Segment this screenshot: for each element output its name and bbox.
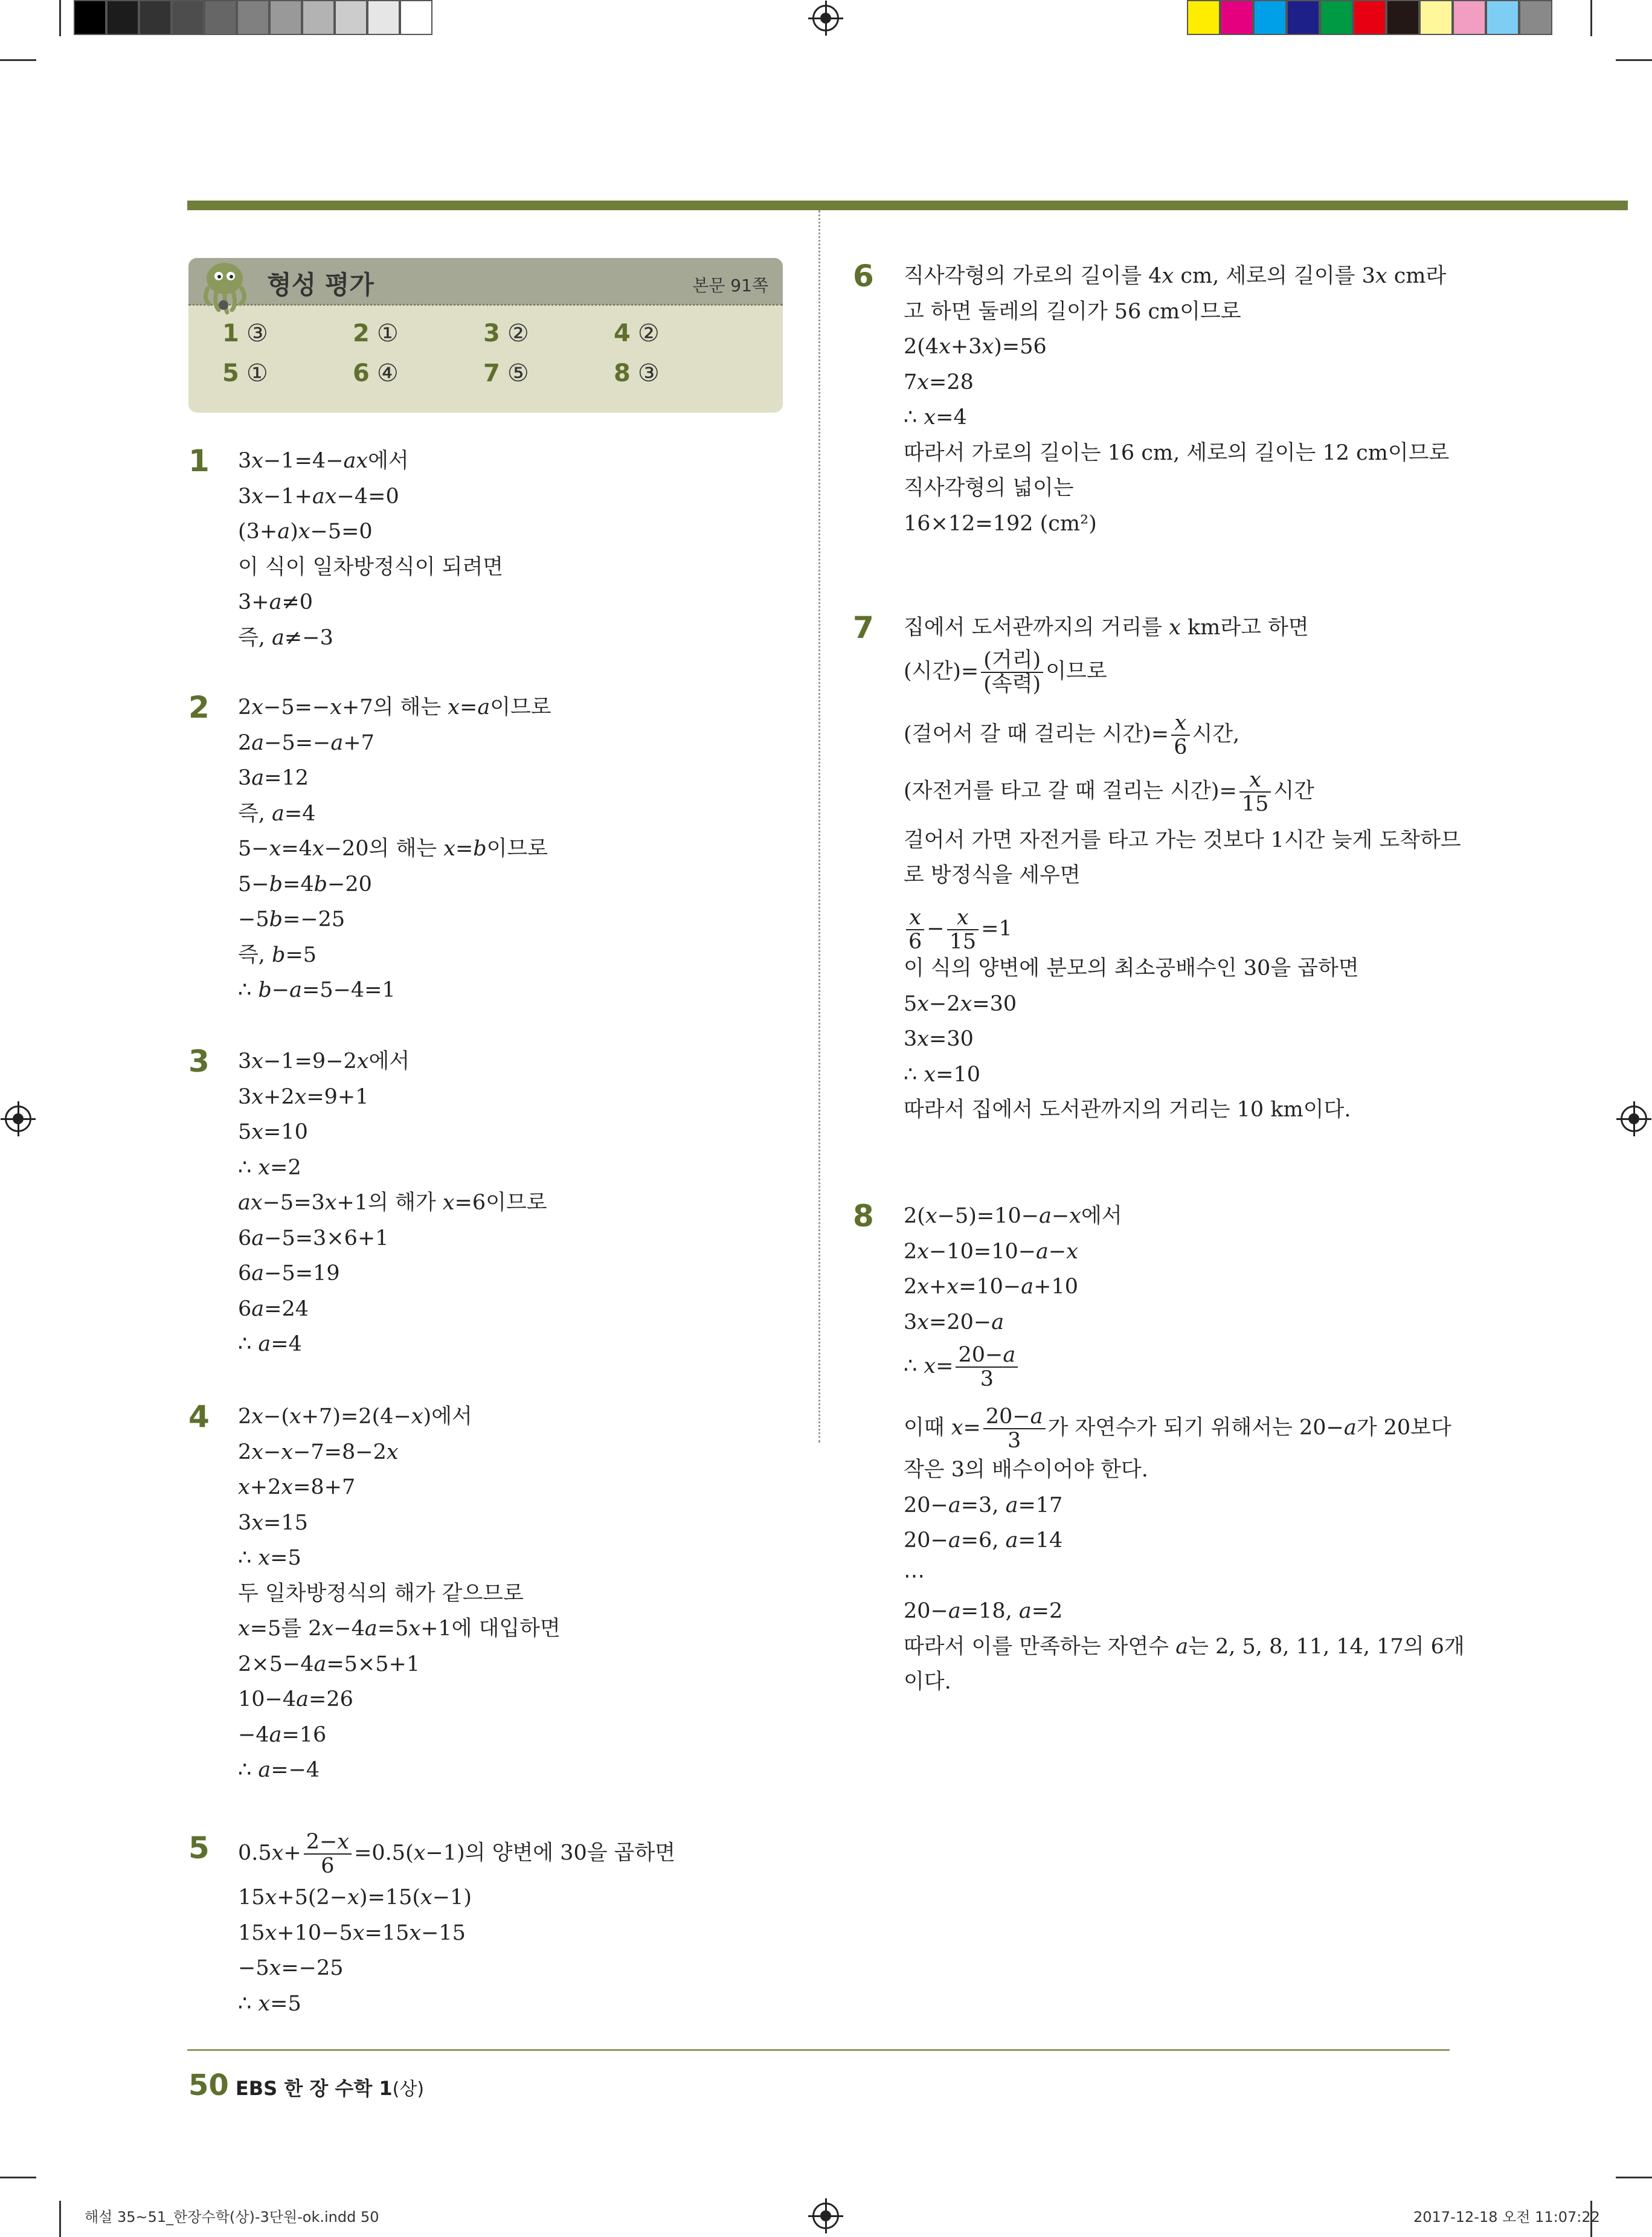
gray-swatch: [302, 0, 335, 35]
text: (시간)=: [904, 659, 979, 684]
answer-number: 7: [483, 359, 500, 387]
solution-line: 2𝑥−(𝑥+7)=2(4−𝑥)에서: [238, 1405, 472, 1429]
answer-choice: ⑤: [507, 359, 529, 387]
text: 시간: [1273, 779, 1314, 803]
print-date: 2017-12-18 오전 11:07:22: [1413, 2209, 1600, 2226]
solution-line: 두 일차방정식의 해가 같으므로: [238, 1581, 524, 1606]
text-line: 로 방정식을 세우면: [904, 863, 1081, 887]
crop-mark: [1616, 2177, 1652, 2178]
solution-line: ∴ 𝑥=5: [238, 1991, 301, 2016]
solution-line: −5𝑏=−25: [238, 907, 346, 932]
crop-mark: [1590, 0, 1592, 36]
formula-line: [904, 712, 1239, 759]
problem-number: 2: [188, 690, 210, 725]
text-line: 걸어서 가면 자전거를 타고 가는 것보다 1시간 늦게 도착하므: [904, 828, 1461, 852]
gray-swatch: [335, 0, 367, 35]
crop-mark: [0, 2177, 36, 2178]
answer-choice: ①: [246, 359, 268, 387]
solution-line: 이 식의 양변에 분모의 최소공배수인 30을 곱하면: [904, 956, 1359, 980]
book-volume: (상): [392, 2079, 425, 2100]
answer-choice: ③: [637, 359, 660, 387]
solution-line: 5𝑥−2𝑥=30: [904, 991, 1017, 1016]
color-swatch: [1419, 0, 1453, 35]
solution-line: 16×12=192 (cm²): [904, 511, 1097, 536]
solution-line: 즉, 𝑏=5: [238, 942, 317, 967]
numerator: 20−𝑎: [983, 1405, 1046, 1429]
solution-line: 20−𝑎=18, 𝑎=2: [904, 1599, 1063, 1623]
equation-line: [904, 1344, 1020, 1391]
solution-line: −4𝑎=16: [238, 1722, 327, 1747]
numerator: 20−𝑎: [956, 1344, 1018, 1368]
solution-line: (3+𝑎)𝑥−5=0: [238, 520, 373, 544]
fraction: [981, 649, 1043, 696]
denominator: 15: [949, 930, 977, 954]
text: 시간,: [1192, 722, 1240, 747]
registration-mark-icon: [812, 2203, 839, 2229]
numerator: 2−𝑥: [304, 1830, 352, 1855]
solution-line: 2𝑥+𝑥=10−𝑎+10: [904, 1275, 1078, 1299]
gray-swatch: [400, 0, 432, 35]
text: ∴ 𝑥=: [904, 1354, 954, 1379]
color-swatch: [1287, 0, 1320, 35]
text: −: [927, 916, 945, 941]
answer-key-box: [188, 258, 783, 413]
gray-swatch: [139, 0, 172, 35]
problem-number: 1: [188, 443, 210, 478]
formula-line: [904, 1405, 1451, 1452]
problem-number: 5: [188, 1830, 210, 1865]
color-swatch: [1320, 0, 1353, 35]
answer-number: 8: [614, 359, 631, 387]
equation-line: [904, 906, 1012, 953]
crop-mark: [59, 2201, 61, 2237]
solution-line: ⋯: [904, 1563, 925, 1588]
answer-choice: ②: [637, 320, 660, 347]
solution-line: 3𝑥−1=4−𝑎𝑥에서: [238, 449, 409, 473]
answer-number: 3: [483, 320, 500, 347]
denominator: 6: [321, 1854, 335, 1878]
answer-item: [614, 320, 660, 347]
numerator: 𝑥: [906, 906, 924, 930]
color-swatch: [1353, 0, 1386, 35]
answer-number: 6: [353, 359, 370, 387]
fraction: [956, 1344, 1018, 1391]
solution-line: 5−𝑏=4𝑏−20: [238, 872, 372, 896]
divider: [188, 304, 783, 306]
denominator: 6: [908, 930, 922, 954]
fraction: [983, 1405, 1046, 1452]
fraction: [304, 1830, 352, 1878]
solution-line: 2(4𝑥+3𝑥)=56: [904, 335, 1047, 359]
problem-number: 3: [188, 1044, 210, 1079]
numerator: 𝑥: [1171, 712, 1189, 736]
solution-line: 2×5−4𝑎=5×5+1: [238, 1652, 420, 1676]
solution-line: 𝑎𝑥−5=3𝑥+1의 해가 𝑥=6이므로: [238, 1191, 547, 1215]
solution-line: 6𝑎−5=19: [238, 1261, 340, 1286]
color-swatch: [1386, 0, 1419, 35]
answer-item: [614, 359, 660, 387]
solution-line: 15𝑥+5(2−𝑥)=15(𝑥−1): [238, 1885, 472, 1910]
solution-line: 5𝑥=10: [238, 1120, 308, 1144]
footer-rule: [187, 2049, 1450, 2051]
crop-mark: [59, 0, 61, 36]
solution-line: 3𝑥=30: [904, 1027, 974, 1051]
text: 0.5𝑥+: [238, 1841, 301, 1865]
formula-line: [904, 649, 1107, 696]
text: =1: [981, 916, 1012, 941]
solution-line: ∴ 𝑥=5: [238, 1546, 301, 1570]
solution-line: 5−𝑥=4𝑥−20의 해는 𝑥=𝑏이므로: [238, 837, 548, 861]
solution-line: −5𝑥=−25: [238, 1956, 344, 1980]
problem-number: 4: [188, 1399, 210, 1434]
answer-number: 2: [353, 320, 370, 347]
column-divider: [818, 210, 820, 1443]
solution-line: 즉, 𝑎=4: [238, 801, 316, 826]
page-number: 50: [188, 2068, 229, 2102]
file-slug: 해설 35~51_한장수학(상)-3단원-ok.indd 50: [85, 2209, 379, 2226]
answer-item: [222, 359, 268, 387]
solution-line: 3𝑎=12: [238, 766, 309, 790]
solution-line: 이다.: [904, 1670, 951, 1694]
denominator: 15: [1241, 792, 1269, 816]
solution-line: 작은 3의 배수이어야 한다.: [904, 1458, 1148, 1482]
solution-line: 3𝑥−1+𝑎𝑥−4=0: [238, 484, 399, 509]
numerator: 𝑥: [1239, 768, 1271, 793]
solution-line: 2𝑎−5=−𝑎+7: [238, 730, 374, 755]
registration-mark-icon: [5, 1106, 31, 1132]
solution-line: 고 하면 둘레의 길이가 56 cm이므로: [904, 299, 1241, 324]
solution-line: ∴ 𝑎=−4: [238, 1758, 320, 1782]
solution-line: ∴ 𝑥=10: [904, 1062, 980, 1087]
solution-line: ∴ 𝑏−𝑎=5−4=1: [238, 978, 396, 1002]
answer-choice: ③: [246, 320, 268, 347]
solution-line: 3𝑥=15: [238, 1510, 308, 1535]
solution-line: 6𝑎−5=3×6+1: [238, 1226, 389, 1250]
answer-item: [483, 320, 529, 347]
text: 가 자연수가 되기 위해서는 20−𝑎가 20보다: [1047, 1415, 1451, 1440]
numerator: 𝑥: [947, 906, 979, 930]
solution-line: 따라서 가로의 길이는 16 cm, 세로의 길이는 12 cm이므로: [904, 440, 1450, 465]
crop-mark: [0, 59, 36, 61]
solution-line: 직사각형의 가로의 길이를 4𝑥 cm, 세로의 길이를 3𝑥 cm라: [904, 264, 1447, 288]
solution-line: 이 식이 일차방정식이 되려면: [238, 555, 504, 579]
text: =0.5(𝑥−1)의 양변에 30을 곱하면: [354, 1841, 676, 1865]
problem-number: 6: [853, 259, 874, 294]
solution-line: 3𝑥+2𝑥=9+1: [238, 1084, 369, 1109]
denominator: (속력): [983, 672, 1041, 697]
answer-item: [222, 320, 268, 347]
color-swatch: [1486, 0, 1519, 35]
fraction: [947, 906, 979, 953]
color-swatch: [1187, 0, 1220, 35]
gray-swatch: [269, 0, 302, 35]
gray-swatch: [367, 0, 400, 35]
equation-line: [238, 1830, 675, 1878]
text-line: 집에서 도서관까지의 거리를 𝑥 km라고 하면: [904, 616, 1309, 640]
solution-line: 직사각형의 넓이는: [904, 476, 1074, 500]
header-rule: [187, 201, 1628, 210]
answer-number: 4: [614, 320, 631, 347]
problem-number: 7: [853, 610, 874, 645]
solution-line: 7𝑥=28: [904, 370, 974, 394]
formula-line: [904, 768, 1314, 816]
octopus-mascot-icon: [194, 257, 255, 315]
solution-line: 3𝑥=20−𝑎: [904, 1310, 1004, 1334]
solution-line: ∴ 𝑎=4: [238, 1332, 302, 1356]
answer-item: [353, 359, 399, 387]
solution-line: 3+𝑎≠0: [238, 590, 313, 614]
color-swatch: [1220, 0, 1253, 35]
answer-choice: ①: [376, 320, 399, 347]
gray-swatch: [74, 0, 106, 35]
solution-line: 2𝑥−𝑥−7=8−2𝑥: [238, 1440, 399, 1464]
fraction: [1171, 712, 1189, 759]
solution-line: ∴ 𝑥=2: [238, 1155, 301, 1180]
answer-item: [353, 320, 399, 347]
text: (걸어서 갈 때 걸리는 시간)=: [904, 722, 1169, 747]
answer-number: 5: [222, 359, 239, 387]
text: (자전거를 타고 갈 때 걸리는 시간)=: [904, 779, 1237, 803]
solution-line: 20−𝑎=3, 𝑎=17: [904, 1493, 1063, 1518]
gray-swatch: [106, 0, 139, 35]
page-footer: [188, 2068, 424, 2102]
solution-line: 따라서 이를 만족하는 자연수 𝑎는 2, 5, 8, 11, 14, 17의 6개: [904, 1634, 1465, 1659]
problem-number: 8: [853, 1199, 874, 1234]
solution-line: 3𝑥−1=9−2𝑥에서: [238, 1049, 410, 1073]
solution-line: 15𝑥+10−5𝑥=15𝑥−15: [238, 1920, 466, 1945]
color-swatch: [1519, 0, 1552, 35]
registration-mark-icon: [812, 5, 839, 31]
fraction: [906, 906, 924, 953]
gray-swatch: [237, 0, 269, 35]
solution-line: 6𝑎=24: [238, 1296, 309, 1321]
book-title: EBS 한 장 수학 1: [235, 2077, 393, 2100]
denominator: 3: [980, 1367, 994, 1391]
answer-number: 1: [222, 320, 239, 347]
solution-line: 10−4𝑎=26: [238, 1687, 353, 1711]
solution-line: 2(𝑥−5)=10−𝑎−𝑥에서: [904, 1204, 1122, 1228]
answer-choice: ④: [376, 359, 399, 387]
fraction: [1239, 768, 1271, 816]
solution-line: 20−𝑎=6, 𝑎=14: [904, 1528, 1063, 1553]
denominator: 6: [1174, 735, 1188, 759]
denominator: 3: [1008, 1429, 1021, 1453]
registration-mark-icon: [1621, 1106, 1647, 1132]
page-reference: 본문 91쪽: [692, 275, 768, 295]
gray-swatch: [172, 0, 204, 35]
color-swatch: [1253, 0, 1287, 35]
answer-item: [483, 359, 529, 387]
solution-line: 2𝑥−10=10−𝑎−𝑥: [904, 1239, 1078, 1264]
text: 이때 𝑥=: [904, 1415, 981, 1440]
solution-line: 𝑥+2𝑥=8+7: [238, 1475, 356, 1499]
solution-line: 2𝑥−5=−𝑥+7의 해는 𝑥=𝑎이므로: [238, 695, 551, 719]
solution-line: 즉, 𝑎≠−3: [238, 625, 333, 650]
solution-line: ∴ 𝑥=4: [904, 405, 967, 430]
section-title: 형성 평가: [267, 270, 374, 300]
crop-mark: [1616, 59, 1652, 61]
numerator: (거리): [981, 649, 1043, 673]
gray-swatch: [204, 0, 237, 35]
solution-line: 𝑥=5를 2𝑥−4𝑎=5𝑥+1에 대입하면: [238, 1617, 561, 1641]
answer-choice: ②: [507, 320, 529, 347]
solution-line: 따라서 집에서 도서관까지의 거리는 10 km이다.: [904, 1098, 1351, 1122]
text: 이므로: [1046, 659, 1107, 684]
color-swatch: [1453, 0, 1486, 35]
